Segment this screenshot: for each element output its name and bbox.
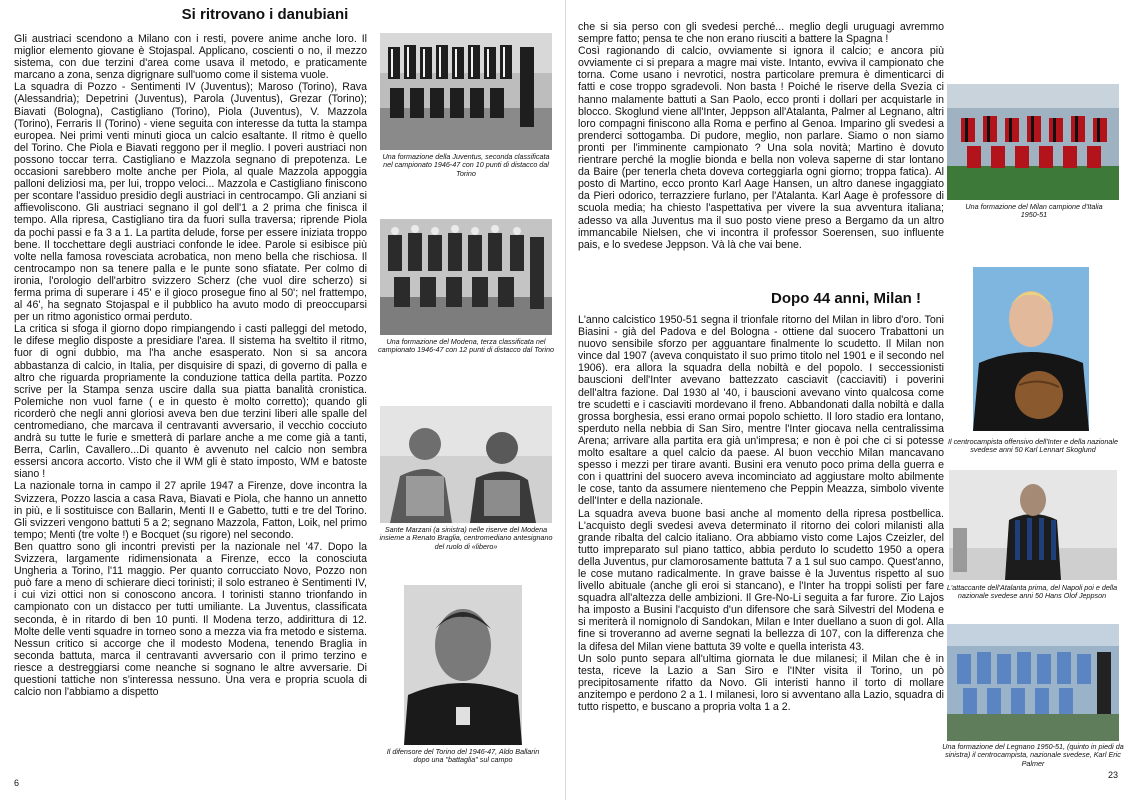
milan-photo-caption: Una formazione del Milan campione d'Italia 1950-51 xyxy=(965,202,1103,220)
skoglund-photo xyxy=(973,267,1089,431)
article-title: Dopo 44 anni, Milan ! xyxy=(770,290,921,307)
right-page xyxy=(566,0,1132,800)
modena-photo-caption: Una formazione del Modena, terza classificata nel campionato 1946-47 con 12 punti di distacco dal Torino xyxy=(378,337,554,355)
legnano-caption: Una formazione del Legnano 1950-51, (quinto in piedi da sinistra) il centrocampista, nazionale svedese, Karl Eric Palmer xyxy=(942,742,1124,768)
page-number-right: 23 xyxy=(1108,770,1119,780)
juventus-team-photo xyxy=(380,33,552,150)
juventus-photo-caption: Una formazione della Juventus, seconda classificata nel campionato 1946-47 con 10 punti di distacco dal Torino xyxy=(382,152,550,178)
skoglund-caption: Il centrocampista offensivo dell'Inter e della nazionale svedese anni 50 Karl Lennart Skoglund xyxy=(948,437,1118,455)
article-body: L'anno calcistico 1950-51 segna il trionfale ritorno del Milan in libro d'oro. Toni Biasini - già del Padova e del Bologna - ottiene dal suocero Trabattoni un nuovo sensibile sforzo per agguantare finalmente lo scudetto. Il Milan non vince dal 1907 (aveva conquistato il suo primo titolo nel 1901 e il secondo nel 1906). era allora la squadra della nobiltà e del popolo. I seccessionisti bauscioni dell'Inter avevano battezzato casciavit (cacciaviti) i poverini dell'altra fazione. Dal 1930 al '40, i bauscioni avevano vinto qualcosa come tre scudetti e i casciaviti mordevano il freno. Abbandonati dalla nobiltà e dalla grossa borghesia, essi erano ormai popolo schietto. Il loro stadio era lontano, sperduto nella nebbia di San Siro, mentre l'Inter giocava nella centralissima Arena; arrivare alla partita era già un'impresa; e non è poi che ci si potesse molto esaltare a quel calcio da paese. Al buon vecchio Milan mancavano spesso i mezzi per tirare avanti. Busini era venuto poco prima della guerra e con i quattrini del suocero aveva incominciato ad aggiustare molto abilmente le cose, tanto da assumere nientemeno che Peppin Meazza, simbolo vivente dell'Inter e della nazionale. La squadra aveva buone basi anche al momento della ripresa postbellica. L'acquisto degli svedesi aveva determinato il ritorno dei colori milanisti alla grande ribalta del calcio italiano. Ora abbiamo visto come Lajos Czeizler, del tutto impreparato sul piano tattico, abbia perduto lo scudetto 1950 a opera della Juventus, pur clamorosamente battuta 7 a 1 sul suo campo. Quest'anno, le cose mutano radicalmente. In grave baisse è la Juventus rispetto al suo livello abituale (anche gli eroi si stancano), e l'Inter ha troppi solisti per fare squadra all'altezza delle ambizioni. Il Gre-No-Li seguita a far furore. Zio Lajos ha imposto a Busini l'acquisto d'un difensore che sarà Silvestri del Modena e si meriterà il nomignolo di Sandokan, Milan e Inter duellano a suon di gol. Alla fine si troveranno ad averne segnati la bellezza di 107, con la differenza che la difesa del Milan viene battuta 39 volte e quella interista 43. Un solo punto separa all'ultima giornata le due milanesi; il Milan che è in testa, riceve la Lazio a San Siro e l'INter visita il Torino, un pò precipitosamente rifatto da Novo. Gli interisti hanno il torto di mollare anzitempo e perdono 2 a 1. I milanesi, loro si avventano alla Lazio, squadra di tutto rispetto, e buscano a propria volta 1 a 2. xyxy=(578,314,944,713)
modena-team-photo xyxy=(380,219,552,335)
ballarin-photo xyxy=(404,585,522,745)
milan-team-photo xyxy=(947,84,1119,200)
ballarin-caption: Il difensore del Torino del 1946-47, Aldo Ballarin dopo una "battaglia" sul campo xyxy=(386,747,540,765)
page-number-left: 6 xyxy=(14,778,20,788)
jeppson-photo xyxy=(949,470,1117,580)
legnano-team-photo xyxy=(947,624,1119,741)
article-body: Gli austriaci scendono a Milano con i resti, povere anime anche loro. Il miglior elemento giovane è Stojaspal. Applicano, coscienti o no, il mezzo sistema, con due terzini d'area come usava il metodo, e praticamente marcano a zona, senza digrignare sull'uomo come il sistema vuole. La squadra di Pozzo - Sentimenti IV (Juventus); Maroso (Torino), Rava (Alessandria); Depetrini (Juventus), Parola (Juventus), Grezar (Torino); Biavati (Bologna), Castigliano (Torino), Piola (Juventus), V. Mazzola (Torino), Ferraris II (Torino) - viene seguita con interesse da tutta la stampa europea. Nei primi venti minuti gioca un calcio esaltante. Il ritmo è quello del Torino. Che Piola e Biavati reggono per il meglio. I poveri austriaci non possono toccar terra. Castigliano e Mazzola segnano di prepotenza. Le occasioni sarebbero molte anche per Piola, al quale Mazzola appoggia palloni deliziosi ma, per lui, troppo veloci... Mazzola e Castigliano finiscono per scontare l'assiduo presidio degli austriaci in centrocampo. Gli anziani si affievoliscono. Gli austriaci segnano il gol dell'1 a 2 prima che finisca il tempo. Alla ripresa, Castigliano tira da fuori sulla traversa; riprende Piola da pochi passi e fa 3 a 1. La partita delude, forse per essere iniziata troppo bene. Il tocchettare degli austriaci confonde le idee. Parole si esibisce più volte nella famosa rovesciata acrobatica, non meno bella che rischiosa. Il centrocampo non sa tenere palla e le punte sono sfiatate. Per colmo di ironia, l'orologio dell'arbitro svizzero Scherz (che vuol dire scherzo) si ferma prima di superare i 45' e il gioco prosegue fino al 50'; nel frattempo, al 46', ha segnato Stojaspal e il pubblico ha avuto modo di preoccuparsi per un ritmo agonistico ormai perduto. La critica si sfoga il giorno dopo rimpiangendo i casti palleggi del metodo, le difese meglio disposte a presidiare l'area. Il sistema ha sveltito il ritmo, fuor di ogni dubbio, ma l'ha anche esasperato. Non si sa ancora abbastanza di calcio, in Italia, per disquisire di spazi, di governo di palla e altro che riguarda propriamente la conduzione tattica della partita. Pozzo scrive per la Stampa senza uscire dalla sua piatta banalità cronistica. Polemiche non vuol farne ( e in questo è molto corretto); quando gli ricorderò che negli anni gloriosi aveva ben due terzini liberi alle spalle del centromediano, che marcava il centravanti avversario, il vecchio cocciuto andrà su tutte le furie e smetterà di parlare anche a me come già a tanti, Berra, Carlin, Cavallero...Di quanto è avvenuto nel calcio non sembra essersi ancora accorto. Visto che il WM gli è stato imposto, WM e batoste siano ! La nazionale torna in campo il 27 aprile 1947 a Firenze, dove incontra la Svizzera, Pozzo lascia a casa Rava, Biavati e Piola, che hanno un annetto in più, e li sostituisce con Ballarin, Menti II e Gabetto, tutti e tre del Torino. Gli svizzeri vengono battuti 5 a 2; segnano Mazzola, Fatton, Loik, nel primo tempo; Menti (tre volte !) e Bocquet (su rigore) nel secondo. Ben quattro sono gli incontri previsti per la nazionale nel '47. Dopo la Svizzera, largamente ridimensionata a Firenze, ecco la conosciuta Ungheria a Torino, l'11 maggio. Per quanto corrucciato Novo, Pozzo non può fare a meno di schierare dieci torinisti; il solo estraneo è Sentimenti IV, i cui vizi ottici non si conoscono ancora. I torinisti stanno trionfando in campionato con un distacco per tutti umiliante. La Juventus, classificata seconda, è in ritardo di ben 10 punti. Il Modena terzo, addirittura di 12. Molte delle venti squadre in torneo sono a mezza via fra metodo e sistema. Nessun critico si accorge che il modesto Modena, tenendo Braglia in seconda battuta, marca il centravanti avversario con il primo terzino e riesce a destreggiarsi come neanche si sognano le altre avversarie. Di questioni tattiche non s'interessa nessuno. Una vera e propria scuola di calcio non l'abbiamo a dispetto xyxy=(14,33,367,699)
jeppson-caption: L'attaccante dell'Atalanta prima, del Napoli poi e della nazionale svedese anni 50 Hans Olof Jeppson xyxy=(946,583,1118,601)
marzani-braglia-photo xyxy=(380,406,552,523)
article-title: Si ritrovano i danubiani xyxy=(181,6,349,23)
article-continuation: che si sia perso con gli svedesi perché... meglio degli uruguagi avremmo sempre fatto; pensa te che non erano riusciti a battere la Spagna ! Così ragionando di calcio, ovviamente si ignora il calcio; e ancora più ovviamente ci si prepara a magre mai viste. Intanto, evviva il campionato che torna. Come usano i nevrotici, nostra particolare premura è dimenticarci di fatti e cose troppo sgradevoli. Non basta ! Poiché le riserve della Svezia ci hanno malamente battuti a San Paolo, ecco pronti i dollari per acquistarle in blocco. Skoglund viene all'Inter, Jeppson all'Atalanta, Palmer al Legnano, altri loro compagni finiscono alla Roma e perfino al Genoa. Imparino gli svedesi a prenderci sottogamba. Di pudore, meglio, non parlare. Siamo o non siamo pronti per l'imminente campionato ? Una sola novità; Martino è dovuto rientrare perché la moglie bionda e bella non voleva saperne di star lontano da Baire (per tenerla cheta doveva corteggiarla ogni giorno; troppa fatica). Al posto di Martino, ecco pronto Karl Aage Hansen, un altro danese ingaggiato da Pieri odorico, terrazziere furlano, per l'Atalanta. Karl Aage è professore di scuola media; ha chiesto l'aspettativa per vivere la sua avventura italiana; adesso va alla Juventus ma il suo posto viene preso a Bergamo da un altro immancabile Nielsen, che vi incontra il professor Soerensen, suo influente pais, e lo svedese Jeppson. Và là che vai bene. xyxy=(578,21,944,251)
marzani-braglia-caption: Sante Marzani (a sinistra) nelle riserve del Modena insieme a Renato Braglia, centromediano antesignano del ruolo di «libero» xyxy=(379,525,553,551)
